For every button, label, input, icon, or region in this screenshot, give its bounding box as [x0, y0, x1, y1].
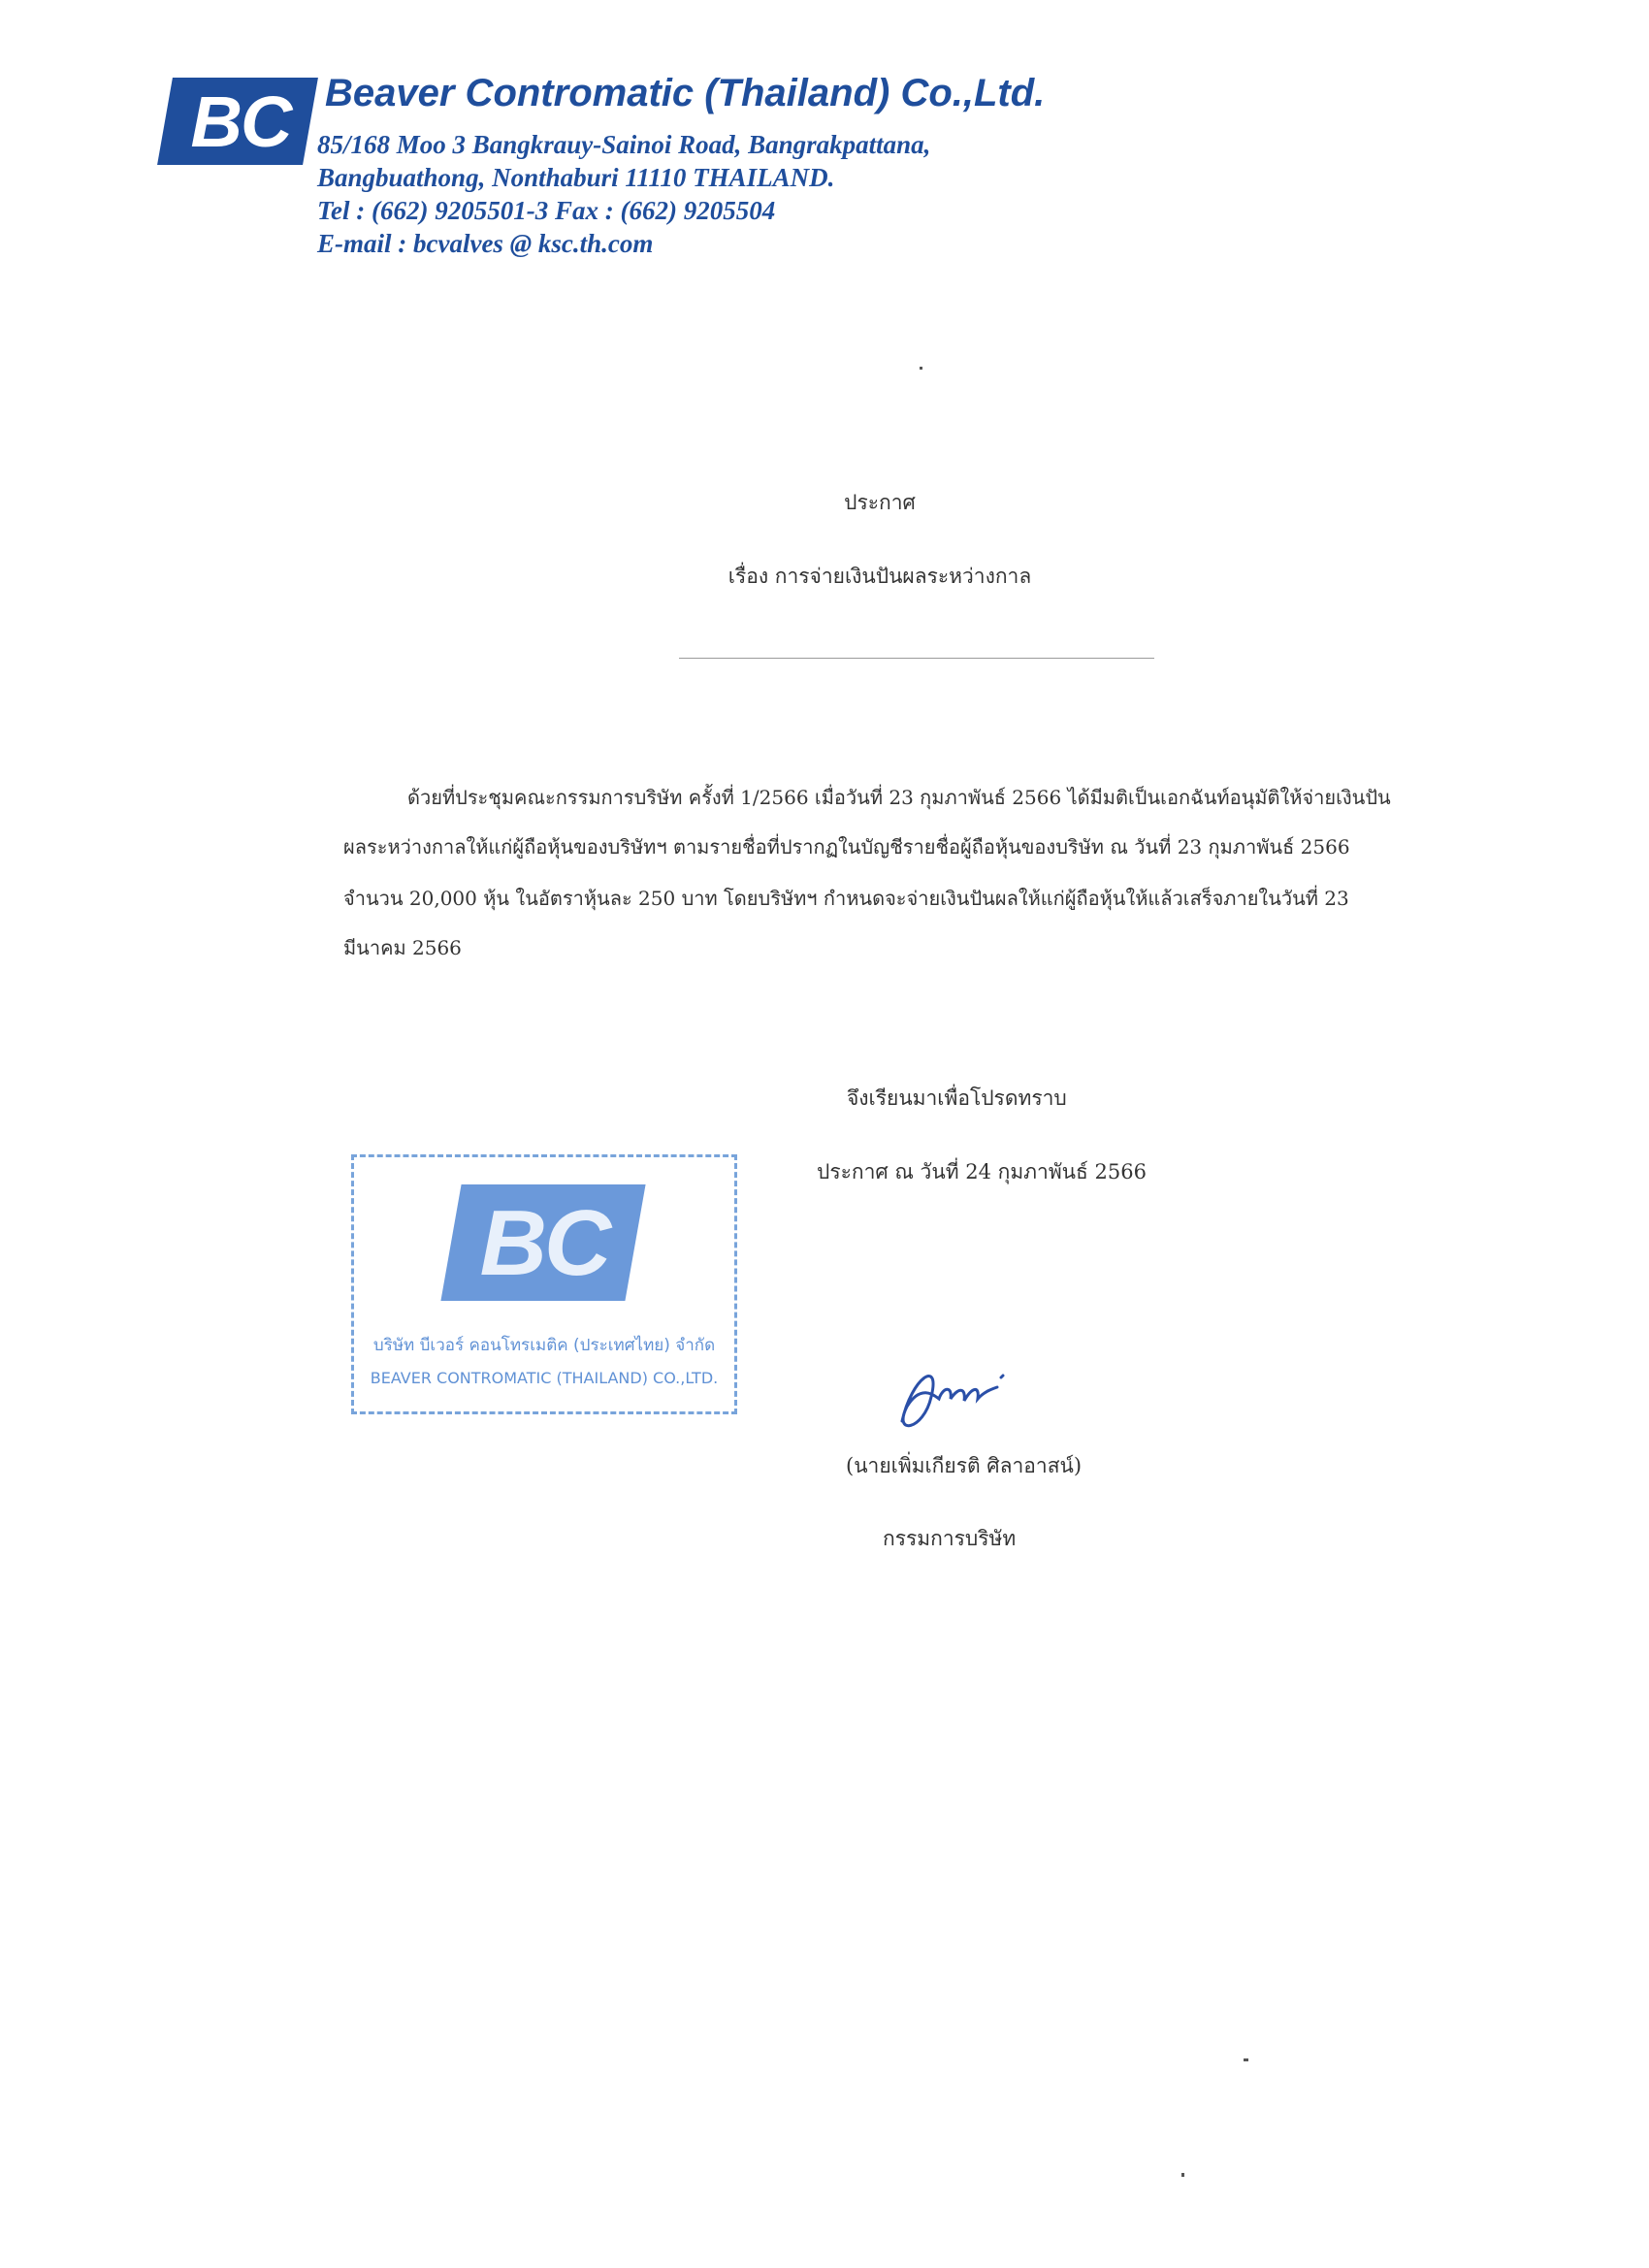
stamp-thai-name: บริษัท บีเวอร์ คอนโทรเมติค (ประเทศไทย) จำกัด: [372, 1336, 716, 1355]
address-line-2: Bangbuathong, Nonthaburi 11110 THAILAND.: [317, 163, 835, 192]
closing-line: จึงเรียนมาเพื่อโปรดทราบ: [847, 1086, 1067, 1110]
stamp-english-name: BEAVER CONTROMATIC (THAILAND) CO.,LTD.: [370, 1369, 719, 1387]
scan-speck: [920, 367, 922, 370]
body-line-2: ผลระหว่างกาลให้แก่ผู้ถือหุ้นของบริษัทฯ ตามรายชื่อที่ปรากฏในบัญชีรายชื่อผู้ถือหุ้นของบริษัท ณ วันที่ 23 กุมภาพันธ์ 2566: [343, 835, 1350, 859]
scan-speck: [1181, 2173, 1184, 2177]
company-name: Beaver Contromatic (Thailand) Co.,Ltd.: [325, 72, 1046, 114]
company-logo-text: BC: [190, 81, 291, 162]
body-line-4: มีนาคม 2566: [343, 936, 462, 959]
signature-mark: [883, 1339, 1028, 1445]
scan-speck: [1244, 2058, 1248, 2061]
announcement-subject: เรื่อง การจ่ายเงินปันผลระหว่างกาล: [728, 565, 1032, 588]
divider: [679, 658, 1154, 659]
signatory-title: กรรมการบริษัท: [883, 1527, 1017, 1550]
company-stamp: [351, 1154, 737, 1414]
announcement-heading: ประกาศ: [844, 491, 916, 514]
address-line-1: 85/168 Moo 3 Bangkrauy-Sainoi Road, Bangrakpattana,: [317, 130, 931, 159]
body-line-3: จำนวน 20,000 หุ้น ในอัตราหุ้นละ 250 บาท โดยบริษัทฯ กำหนดจะจ่ายเงินปันผลให้แก่ผู้ถือหุ้นให้แล้วเสร็จภายในวันที่ 23: [343, 887, 1349, 910]
phone-fax: Tel : (662) 9205501-3 Fax : (662) 9205504: [317, 196, 776, 225]
body-line-1: ด้วยที่ประชุมคณะกรรมการบริษัท ครั้งที่ 1/2566 เมื่อวันที่ 23 กุมภาพันธ์ 2566 ได้มีมติเป็นเอกฉันท์อนุมัติให้จ่ายเงินปัน: [407, 786, 1391, 809]
email-line: E-mail : bcvalves @ ksc.th.com: [317, 229, 654, 258]
announcement-date: ประกาศ ณ วันที่ 24 กุมภาพันธ์ 2566: [817, 1160, 1147, 1183]
signatory-name: (นายเพิ่มเกียรติ ศิลาอาสน์): [846, 1454, 1083, 1477]
stamp-logo-text: BC: [479, 1191, 609, 1295]
